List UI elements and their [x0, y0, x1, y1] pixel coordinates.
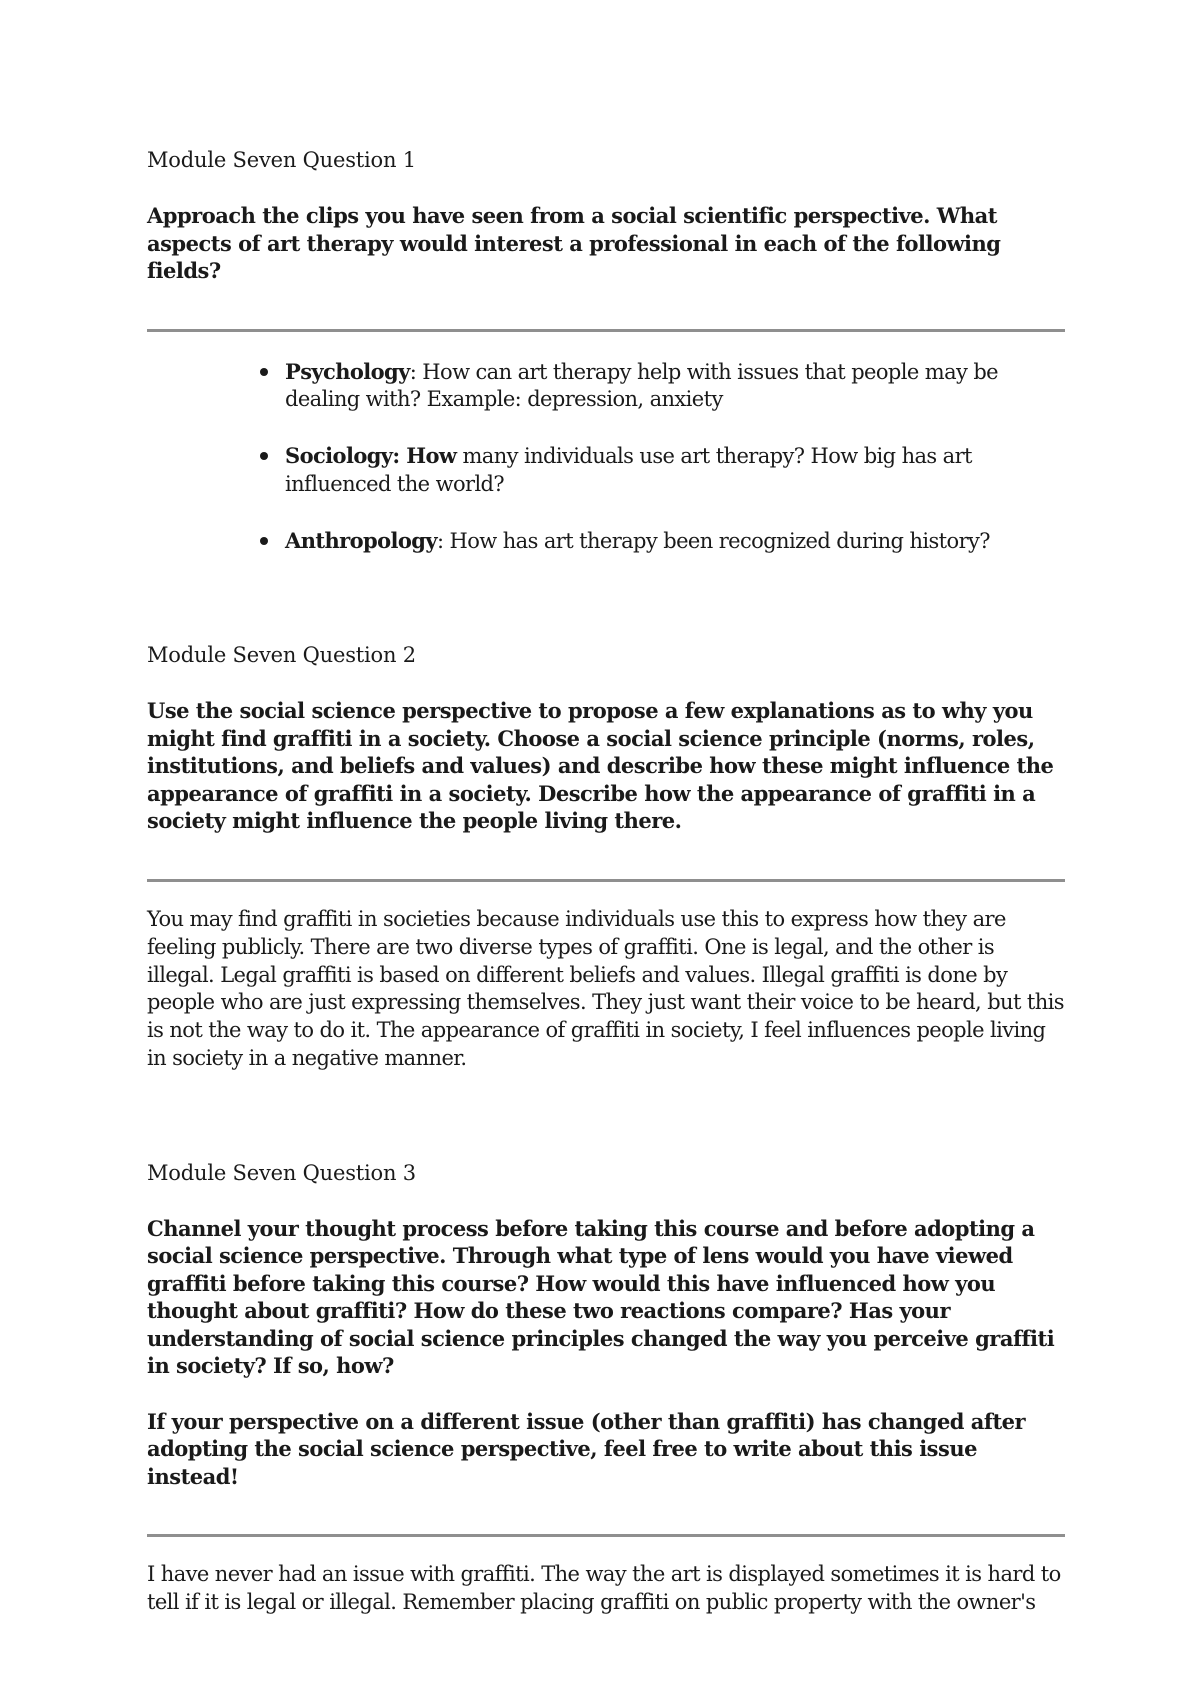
field-question: How has art therapy been recognized during history? [443, 528, 990, 553]
q1-title: Module Seven Question 1 [147, 148, 416, 172]
list-item [250, 527, 1065, 556]
field-term: Anthropology [285, 527, 437, 553]
q3-answer: I have never had an issue with graffiti. The way the art is displayed sometimes it is hard to tell if it is legal or illegal. Remember placing graffiti on public property with the owner's [147, 1562, 1061, 1615]
q2-title: Module Seven Question 2 [147, 643, 416, 668]
field-question: many individuals use art therapy? How big has art influenced the world? [285, 444, 972, 496]
q3-prompt: Channel your thought process before taking this course and before adopting a social science perspective. Through what type of lens would you have viewed graffiti before taking this course? How would this have influenced how you thought about graffiti? How do these two reactions compare? Has your understanding of social science principles changed the way you perceive graffiti in society? If so, how? [147, 1215, 1055, 1379]
list-item [250, 358, 1065, 415]
bullet-icon [260, 537, 268, 545]
field-separator: : [409, 359, 417, 384]
q2-prompt: Use the social science perspective to propose a few explanations as to why you might find graffiti in a society. Choose a social science principle (norms, roles, institutions, and beliefs and values) and describe how these might influence the appearance of graffiti in a society. Describe how the appearance of graffiti in a society might influence the people living there. [147, 698, 1054, 834]
field-term: Sociology: How [285, 443, 457, 469]
q1-field-list [147, 358, 1065, 556]
field-question: How can art therapy help with issues that people may be dealing with? Example: depression, anxiety [285, 359, 999, 412]
list-item [250, 442, 1065, 499]
q2-answer: You may find graffiti in societies because individuals use this to express how they are feeling publicly. There are two diverse types of graffiti. One is legal, and the other is illegal. Legal graffiti is based on different beliefs and values. Illegal graffiti is done by people who are just expressing themselves. They just want their voice to be heard, but this is not the way to do it. The appearance of graffiti in society, I feel influences people living in society in a negative manner. [147, 906, 1064, 1070]
field-term: Psychology [285, 358, 410, 384]
bullet-icon [260, 368, 268, 376]
q3-prompt-alternative: If your perspective on a different issue (other than graffiti) has changed after adopting the social science perspective, feel free to write about this issue instead! [147, 1408, 1026, 1489]
bullet-icon [260, 452, 268, 460]
q3-title: Module Seven Question 3 [147, 1160, 416, 1185]
document-page [147, 146, 1065, 1617]
q1-prompt: Approach the clips you have seen from a social scientific perspective. What aspects of art therapy would interest a professional in each of the following fields? [147, 203, 1001, 283]
field-separator: : [436, 528, 444, 553]
